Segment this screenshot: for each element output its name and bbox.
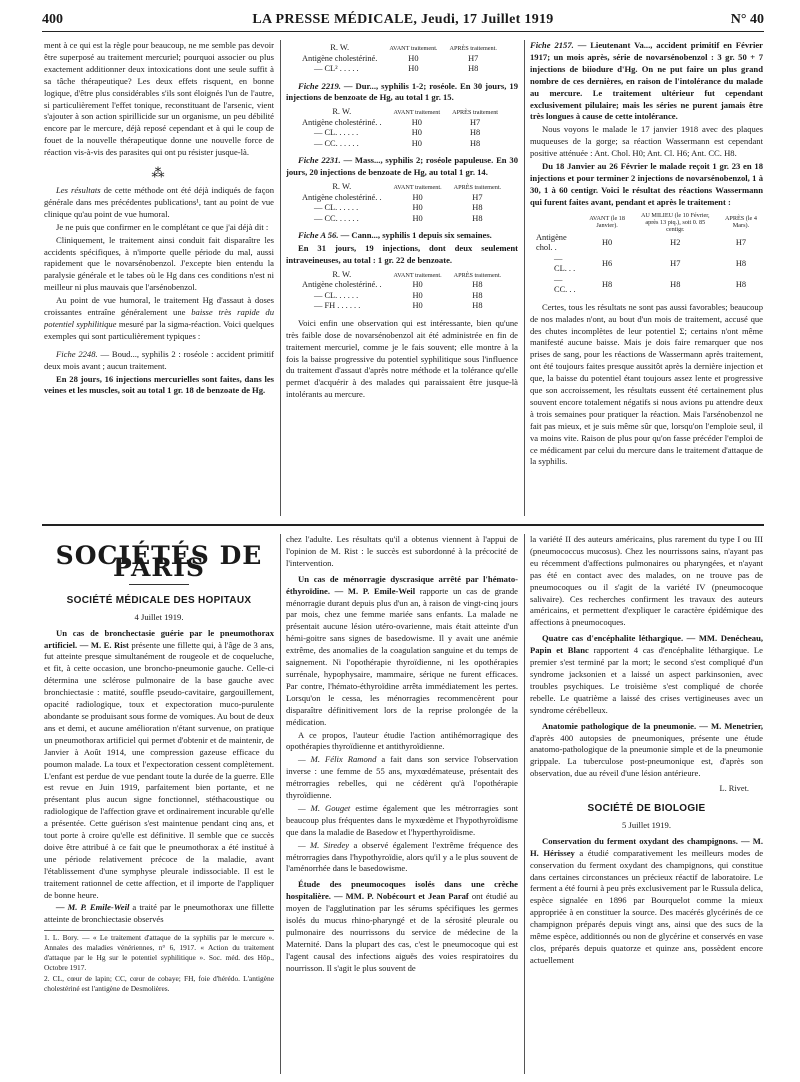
paragraph: Les résultats de cette méthode ont été déjà indiqués de façon générale dans mes précédentes publications¹, tant au point de vue clinique qu'au point de vue humoral.: [44, 184, 274, 219]
column-5: [286, 534, 518, 1074]
article: Quatre cas d'encéphalite léthargique. — MM. Denécheau, Papin et Blanc rapportent 4 cas d'encéphalite léthargique. Le premier s'est terminé par la mort; le second s'est compliqué d'un syndrome jacksonien et a laissé un aspect parkinsonien, avec troubles psychiques. Le troisième s'est compliqué de chorée rebelle. Le quatrième a laissé des crises vertigineuses avec un syndrome cérébelleux.: [530, 633, 763, 715]
paragraph: Certes, tous les résultats ne sont pas aussi favorables; beaucoup de nos malades n'ont, au bout d'un mois de traitement, accusé que des chutes incomplètes de leur potentiel Σ; certains n'ont même manifesté aucune baisse. Mais je dois faire remarquer que nos prises de sang, pour les réactions de Wassermann après traitement, ont été toujours faites presque aussitôt après la dernière injection et que, la baisse du potentiel étant toujours assez lente et progressive que son accroissement, les résultats eussent été certainement plus souvent encore totalement négatifs si nous avions pu attendre deux à trois semaines pour pratiquer la réaction. Mais l'arsénobenzol ne fait pas mieux, et je suis même sûr que, lorsqu'on l'emploie seul, il va moins vite. Raison de plus pour qu'on fasse précéder l'emploi de ce médicament par celui du mercure dans le traitement d'attaque de la syphilis.: [530, 301, 763, 467]
paragraph: chez l'adulte. Les résultats qu'il a obtenus viennent à l'appui de l'opinion de M. Rist : le succès est subordonné à la précocité de l'intervention.: [286, 534, 518, 568]
issue-number: N° 40: [730, 12, 764, 27]
article: Anatomie pathologique de la pneumonie. — M. Menetrier, d'après 400 autopsies de pneumoniques, présente une étude anatomo-pathologique de la pneumonie simple et de la pneumonie grippale. La tuberculose post-pneumonique est, d'après son observation, due au réveil d'une lésion antérieure.: [530, 720, 763, 779]
fiche-cont: En 31 jours, 19 injections, dont deux seulement intraveineuses, au total : 1 gr. 22 de benzoate.: [286, 243, 518, 265]
article: Étude des pneumocoques isolés dans une crèche hospitalière. — MM. P. Nobécourt et Jean Paraf ont étudié au moyen de l'agglutination par les sérums spécifiques les germes isolés du mucus rhino-pharyngé et de la sérosité pleurale ou pulmonaire des nourrissons du service de médecine de la Maternité. Dans la plupart des cas, c'est le pneumocoque qui est l'agent causal des infections aiguës des voies respiratoires du nourrisson. Il s'agit le plus souvent de: [286, 879, 518, 973]
page-number: 400: [42, 12, 63, 27]
paragraph: — M. Félix Ramond a fait dans son service l'observation inverse : une femme de 55 ans, myxœdémateuse, présentait des métrorragies rebelles, qui ne cédèrent qu'à l'opothérapie thyroïdienne.: [286, 754, 518, 801]
reaction-table-1: R. W. AVANT traitement. APRÈS traitement. Antigène cholestériné. H0 H7 — CL² . . . . . H0 H8: [302, 43, 497, 73]
article: Conservation du ferment oxydant des champignons. — M. H. Hérissey a étudié comparativement les meilleurs modes de conservation du ferment oxydant des champignons, qui constitue dans certaines circonstances un précieux réactif de laboratoire. Le ferment a été fourni à peu près exclusivement par le Russula delica, espèce signalée en 1896 par Bourquelot comme la mieux appropriée à en constituer la source. Des macérés glycérinés de ce champignon préparés depuis vingt ans, ainsi que des sucs de la même espèce, additionnés ou non de glycérine et conservés en vase clos, préparés depuis quatorze et quinze ans, possèdent encore actuellement: [530, 835, 763, 965]
column-2: [286, 40, 518, 516]
paragraph: ment à ce qui est la règle pour beaucoup, ne me semble pas devoir être superposé au traitement mercuriel; pourquoi associer ou plus exactement additionner deux intoxications dont une seule suffit à sa tâche thérapeutique? Les deux effets risquent, en bonne logique, d'être plus considérables s'ils sont éloignés l'un de l'autre, si particulièrement l'effet tonique, reconstituant de l'arsenic, vient s'ajouter à son action spirillicide sur un organisme, un peu débilité encore par le mercure, déjà reposé cependant et à qui le coup de fouet de la nouvelle thérapeutique donne une nouvelle force de réaction vis-à-vis des parasites qui ont pu résister jusque-là.: [44, 40, 274, 158]
paragraph: Je ne puis que confirmer en le complétant ce que j'ai déjà dit :: [56, 221, 269, 232]
fiche-entry: Fiche 2219. — Dur..., syphilis 1-2; roséole. En 30 jours, 19 injections de benzoate de Hg, au total 1 gr. 15.: [286, 80, 518, 103]
section-stars: ⁂: [151, 165, 167, 181]
article: — M. P. Emile-Weil a traité par le pneumothorax une fillette atteinte de bronchiectasie observés: [44, 902, 274, 925]
society-heading: SOCIÉTÉ MÉDICALE DES HOPITAUX: [66, 594, 252, 606]
section-rule: [42, 524, 764, 526]
section-title: SOCIÉTÉS DE PARIS: [55, 541, 263, 582]
reaction-table-4: R. W. AVANT traitement. APRÈS traitement. Antigène cholestériné. . H0 H8 — CL. . . . . . H0 H8 — FH . . . . . . H0 H8: [302, 269, 502, 311]
session-date: 5 Juillet 1919.: [622, 819, 671, 830]
paragraph: — M. Siredey a observé également l'extrême fréquence des métrorragies dans l'hypothyroïdie, alors qu'il y a le plus souvent de l'aménorrhée dans le basedowisme.: [286, 839, 518, 874]
fiche-cont: En 28 jours, 16 injections mercurielles sont faites, dans les veines et les muscles, soit au total 1 gr. 18 de benzoate de Hg.: [44, 373, 274, 396]
fiche-entry: Fiche 2231. — Mass..., syphilis 2; roséole papuleuse. En 30 jours, 20 injections de benzoate de Hg, au total 1 gr. 14.: [286, 155, 518, 178]
footnotes: [44, 930, 274, 994]
session-date: 4 Juillet 1919.: [134, 611, 184, 622]
fiche-entry: Fiche 2248. — Boud..., syphilis 2 : roséole : accident primitif deux mois avant ; aucun traitement.: [44, 348, 274, 371]
paragraph: Du 18 Janvier au 26 Février le malade reçoit 1 gr. 23 en 18 injections et pour terminer 2 injections de novarsénobenzol, 1 à 30, 1 à 60 centigr. Voici le résultat des réactions Wassermann qui furent faites avant, pendant et après le traitement :: [530, 161, 763, 207]
paragraph: A ce propos, l'auteur étudie l'action antihémorragique des opothérapies thyroïdienne et antithyroïdienne.: [286, 729, 518, 752]
signature: L. Rivet.: [719, 784, 749, 794]
reaction-table-3: R. W. AVANT traitement. APRÈS traitement. Antigène cholestériné. . H0 H7 — CL. . . . . . H0 H8 — CC. . . . . . H0 H8: [302, 182, 502, 223]
column-divider: [280, 534, 281, 1074]
column-divider: [280, 40, 281, 516]
paragraph: Au point de vue humoral, le traitement Hg d'assaut à doses croissantes entraîne généralement une baisse très rapide du potentiel syphilitique mesuré par la sigma-réaction. Voici quelques exemples qui sont particulièrement typiques :: [44, 295, 274, 341]
journal-title: LA PRESSE MÉDICALE, Jeudi, 17 Juillet 1919: [252, 12, 554, 27]
paragraph: — M. Gouget estime également que les métrorragies sont beaucoup plus fréquentes dans le myxœdème et l'hypothyroïdisme que dans la maladie de Basedow et l'hyperthyroïdisme.: [286, 802, 518, 837]
paragraph: Cliniquement, le traitement ainsi conduit fait disparaître les accidents spécifiques, à n'importe quelle période du mal, aussi rapidement que le novarsénobenzol. J'excepte bien entendu la paralysie générale et le tabes où le Hg dans ces conditions n'est ni meilleur ni plus mauvais que l'arsénobenzol.: [44, 234, 274, 293]
paragraph: Nous voyons le malade le 17 janvier 1918 avec des plaques muqueuses de la gorge; sa réaction Wassermann est cependant positive atténuée : Ant. Chol. H0; Ant. Cl. H6; Ant. CC. H8.: [530, 124, 763, 159]
fiche-entry: Fiche A 56. — Cann..., syphilis 1 depuis six semaines.: [298, 230, 492, 241]
footnote: 2. CL, cœur de lapin; CC, cœur de cobaye; FH, foie d'hérédo. L'antigène cholestériné est l'antigène de Desmolières.: [44, 974, 274, 994]
reaction-table-2: R. W. AVANT traitement APRÈS traitement Antigène cholestériné. . H0 H7 — CL. . . . . . H0 H8 — CC. . . . . . H0 H8: [302, 107, 499, 148]
column-divider: [524, 40, 525, 516]
footnote: 1. L. Bory. — « Le traitement d'attaque de la syphilis par le mercure ». Annales des maladies vénériennes, n° 6, 1917. « Action du traitement d'attaque par le Hg sur le potentiel syphilitique ». Soc. méd. des Hôp., Octobre 1917.: [44, 933, 274, 973]
article: Un cas de ménorragie dyscrasique arrêté par l'hémato-éthyroïdine. — M. P. Emile-Weil rapporte un cas de grande ménorragie durant depuis plus d'un an, à raison de vingt-cinq jours par mois, chez une femme mariée sans enfants. La malade ne présentait aucune lésion utéro-ovarienne, mais était atteinte d'un hémi-goitre sans signes de basedowisme. Il y avait une anémie extrême, des anomalies de la coagulation sanguine et du temps de saignement. Ni l'opothérapie thyroïdienne, ni les opothérapies surrénale, hypophysaire, mammaire, sérique ne furent efficaces. Par contre, l'hémato-éthyroïdine arrêta immédiatement les pertes. Lorsqu'on le cessa, les ménorragies recommencèrent pour disparaître définitivement lors de la reprise prolongée de la médication.: [286, 573, 518, 727]
fiche-entry: Fiche 2157. — Lieutenant Va..., accident primitif en Février 1917; un mois après, série de novarsénobenzol : 3 gr. 50 + 7 injections de biiodure d'Hg. On ne put faire un plus grand nombre de ces dernières, en raison de l'intolérance du malade au mercure. Le traitement ultérieur fut cependant exclusivement pilulaire; mais les séries ne purent jamais être très longues à cause de cette intolérance.: [530, 40, 763, 122]
society-heading: SOCIÉTÉ DE BIOLOGIE: [587, 803, 706, 815]
article: Un cas de bronchectasie guérie par le pneumothorax artificiel. — M. E. Rist présente une fillette qui, à l'âge de 3 ans, fut atteinte presque simultanément de rougeole et de coqueluche, et fit, à cette occasion, une broncho-pneumonie gauche. Celle-ci détermina une sclérose pulmonaire de la base gauche avec bronchiectasie : matité, souffle pseudo-cavitaire, gargouillement, opacité radiologique, toux et expectoration muco-purulente abondante se produisant sous forme de vomiques. Au bout de deux ans et demi, et aucune amélioration n'étant survenue, on pratique un pneumothorax artificiel qui permet d'obtenir et de maintenir, de Janvier à Août 1914, une compression gazeuse efficace du poumon malade. La toux et l'expectoration cessent complètement. L'enfant est perdue de vue pendant toute la durée de la guerre. Elle est revue en Juin 1919, parfaitement bien portante, et ne présentant plus aucun signe fonctionnel, stéthacoustique ou radiologique de l'affection grave et ordinairement incurable qu'elle a présentée. Cette guérison s'est maintenue pendant cinq ans, et tout porte à croire qu'elle est définitive. Il semble que ce succès doive être attribué à ce fait que le pneumothorax a été institué à une période relativement précoce de la maladie, avant l'établissement d'une symphyse pleurale indissociable. Il est le traitement rationnel de cette affection, et il importe de l'appliquer de bonne heure.: [44, 627, 274, 900]
title-rule: [129, 584, 189, 585]
page-header: [42, 10, 764, 32]
column-4: [44, 534, 274, 1074]
column-3: [530, 40, 763, 516]
paragraph: Voici enfin une observation qui est intéressante, bien qu'une très faible dose de novarsénobenzol ait été administrée en fin de traitement mercuriel, comme je le fais souvent; elle montre à la fois la baisse progressive du potentiel syphilitique sous l'influence du traitement d'assaut d'après notre méthode et la tolérance qu'elle permet d'acquérir à des malades qui paraissaient être jusque-là intolérants au mercure.: [286, 317, 518, 400]
column-divider: [524, 534, 525, 1074]
reaction-table-5: AVANT (le 18 Janvier). AU MILIEU (le 10 Février, après 13 piq.), soit 0. 85 centigr. APRÈS (le 4 Mars). Antigène chol. . H0 H2 H7 — CL. . . H6 H7 H8 — CC. . . H8 H8 H8: [536, 211, 757, 295]
paragraph: la variété II des auteurs américains, plus rarement du type I ou III (pneumococcus mucosus). Chez les nourrissons sains, n'ayant pas eu récemment d'affections pulmonaires ou pharyngées, et n'ayant pas été en contact avec des malades, on ne trouve pas de pneumocoques ou il s'agit de la variété IV (pneumocoque salivaire). Ces recherches confirment les travaux des auteurs américains, et permettent d'expliquer le caractère épidémique des affections à pneumocoques.: [530, 534, 763, 628]
column-6: [530, 534, 763, 1074]
column-1: [44, 40, 274, 516]
